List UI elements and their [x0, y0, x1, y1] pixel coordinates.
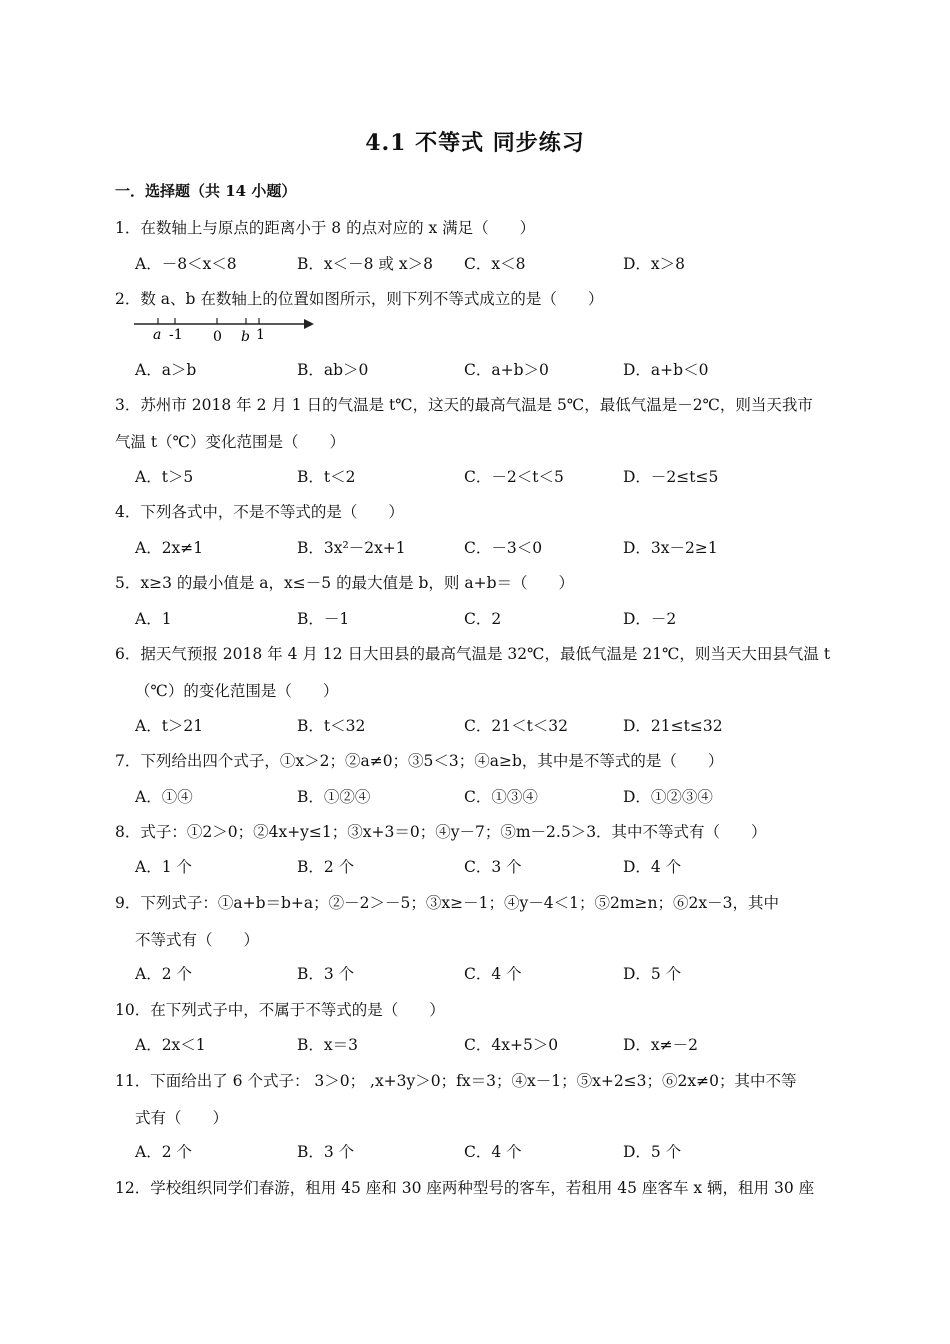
- question-9: 9．下列式子：①a+b＝b+a；②－2＞－5；③x≥－1；④y－4＜1；⑤2m≥n；⑥2x－3，其中: [115, 894, 779, 912]
- q3-option-c[interactable]: C．－2＜t＜5: [464, 468, 564, 486]
- q4-option-b[interactable]: B．3x²－2x+1: [297, 539, 406, 557]
- question-11: 11．下面给出了 6 个式子： 3＞0； ,x+3y＞0；fx＝3；④x－1；⑤x+2≤3；⑥2x≠0；其中不等: [115, 1072, 797, 1090]
- question-11-cont: 式有（ ）: [135, 1109, 229, 1127]
- question-12: 12．学校组织同学们春游，租用 45 座和 30 座两种型号的客车，若租用 45 座客车 x 辆，租用 30 座: [115, 1179, 815, 1197]
- q10-option-c[interactable]: C．4x+5＞0: [464, 1036, 559, 1054]
- question-6-cont: （℃）的变化范围是（ ）: [135, 682, 339, 700]
- q5-option-b[interactable]: B．－1: [297, 610, 350, 628]
- q11-option-d[interactable]: D．5 个: [623, 1143, 682, 1161]
- q2-option-c[interactable]: C．a+b＞0: [464, 361, 549, 379]
- q6-option-d[interactable]: D．21≤t≤32: [623, 717, 723, 735]
- q5-option-d[interactable]: D．－2: [623, 610, 677, 628]
- q1-option-d[interactable]: D．x＞8: [623, 255, 686, 273]
- q8-option-c[interactable]: C．3 个: [464, 858, 522, 876]
- q3-option-a[interactable]: A．t＞5: [135, 468, 194, 486]
- q10-option-d[interactable]: D．x≠－2: [623, 1036, 699, 1054]
- question-6: 6．据天气预报 2018 年 4 月 12 日大田县的最高气温是 32℃，最低气温是 21℃，则当天大田县气温 t: [115, 645, 831, 663]
- question-7: 7．下列给出四个式子，①x＞2；②a≠0；③5＜3；④a≥b，其中是不等式的是（ ）: [115, 752, 724, 770]
- number-line-figure: [132, 314, 322, 344]
- q2-option-a[interactable]: A．a＞b: [135, 361, 197, 379]
- question-2: 2．数 a、b 在数轴上的位置如图所示，则下列不等式成立的是（ ）: [115, 290, 604, 308]
- question-5: 5．x≥3 的最小值是 a，x≤－5 的最大值是 b，则 a+b＝（ ）: [115, 574, 574, 592]
- q9-option-a[interactable]: A．2 个: [135, 965, 192, 983]
- q5-option-a[interactable]: A．1: [135, 610, 172, 628]
- q10-option-b[interactable]: B．x＝3: [297, 1036, 358, 1054]
- label-minus-1: -1: [169, 327, 183, 343]
- label-a: a: [153, 327, 162, 343]
- q9-option-c[interactable]: C．4 个: [464, 965, 522, 983]
- question-3-cont: 气温 t（℃）变化范围是（ ）: [115, 433, 345, 451]
- question-9-cont: 不等式有（ ）: [135, 931, 260, 949]
- q6-option-a[interactable]: A．t＞21: [135, 717, 204, 735]
- section-heading: 一．选择题（共 14 小题）: [115, 182, 297, 200]
- label-1: 1: [256, 327, 265, 343]
- q8-option-a[interactable]: A．1 个: [135, 858, 192, 876]
- q11-option-a[interactable]: A．2 个: [135, 1143, 192, 1161]
- q8-option-b[interactable]: B．2 个: [297, 858, 355, 876]
- q3-option-d[interactable]: D．－2≤t≤5: [623, 468, 719, 486]
- number-line-arrow: [304, 319, 314, 329]
- label-0: 0: [213, 329, 222, 344]
- q1-option-a[interactable]: A．－8＜x＜8: [135, 255, 237, 273]
- page-title: 4.1 不等式 同步练习: [365, 130, 585, 156]
- q4-option-c[interactable]: C．－3＜0: [464, 539, 543, 557]
- q7-option-a[interactable]: A．①④: [135, 788, 193, 806]
- question-3: 3．苏州市 2018 年 2 月 1 日的气温是 t℃，这天的最高气温是 5℃，最低气温是－2℃，则当天我市: [115, 396, 813, 414]
- q2-option-d[interactable]: D．a+b＜0: [623, 361, 709, 379]
- q7-option-d[interactable]: D．①②③④: [623, 788, 713, 806]
- label-b: b: [241, 329, 250, 344]
- q1-option-c[interactable]: C．x＜8: [464, 255, 526, 273]
- q4-option-a[interactable]: A．2x≠1: [135, 539, 204, 557]
- question-1: 1．在数轴上与原点的距离小于 8 的点对应的 x 满足（ ）: [115, 219, 536, 237]
- question-8: 8．式子：①2＞0；②4x+y≤1；③x+3＝0；④y－7；⑤m－2.5＞3．其中不等式有（ ）: [115, 823, 767, 841]
- q2-option-b[interactable]: B．ab＞0: [297, 361, 369, 379]
- q7-option-b[interactable]: B．①②④: [297, 788, 371, 806]
- q9-option-d[interactable]: D．5 个: [623, 965, 682, 983]
- q5-option-c[interactable]: C．2: [464, 610, 502, 628]
- q3-option-b[interactable]: B．t＜2: [297, 468, 356, 486]
- q11-option-b[interactable]: B．3 个: [297, 1143, 355, 1161]
- q6-option-c[interactable]: C．21＜t＜32: [464, 717, 569, 735]
- q10-option-a[interactable]: A．2x＜1: [135, 1036, 206, 1054]
- q8-option-d[interactable]: D．4 个: [623, 858, 682, 876]
- q11-option-c[interactable]: C．4 个: [464, 1143, 522, 1161]
- question-4: 4．下列各式中，不是不等式的是（ ）: [115, 503, 404, 521]
- q7-option-c[interactable]: C．①③④: [464, 788, 538, 806]
- q9-option-b[interactable]: B．3 个: [297, 965, 355, 983]
- q1-option-b[interactable]: B．x＜－8 或 x＞8: [297, 255, 433, 273]
- q4-option-d[interactable]: D．3x－2≥1: [623, 539, 718, 557]
- q6-option-b[interactable]: B．t＜32: [297, 717, 366, 735]
- question-10: 10．在下列式子中，不属于不等式的是（ ）: [115, 1001, 445, 1019]
